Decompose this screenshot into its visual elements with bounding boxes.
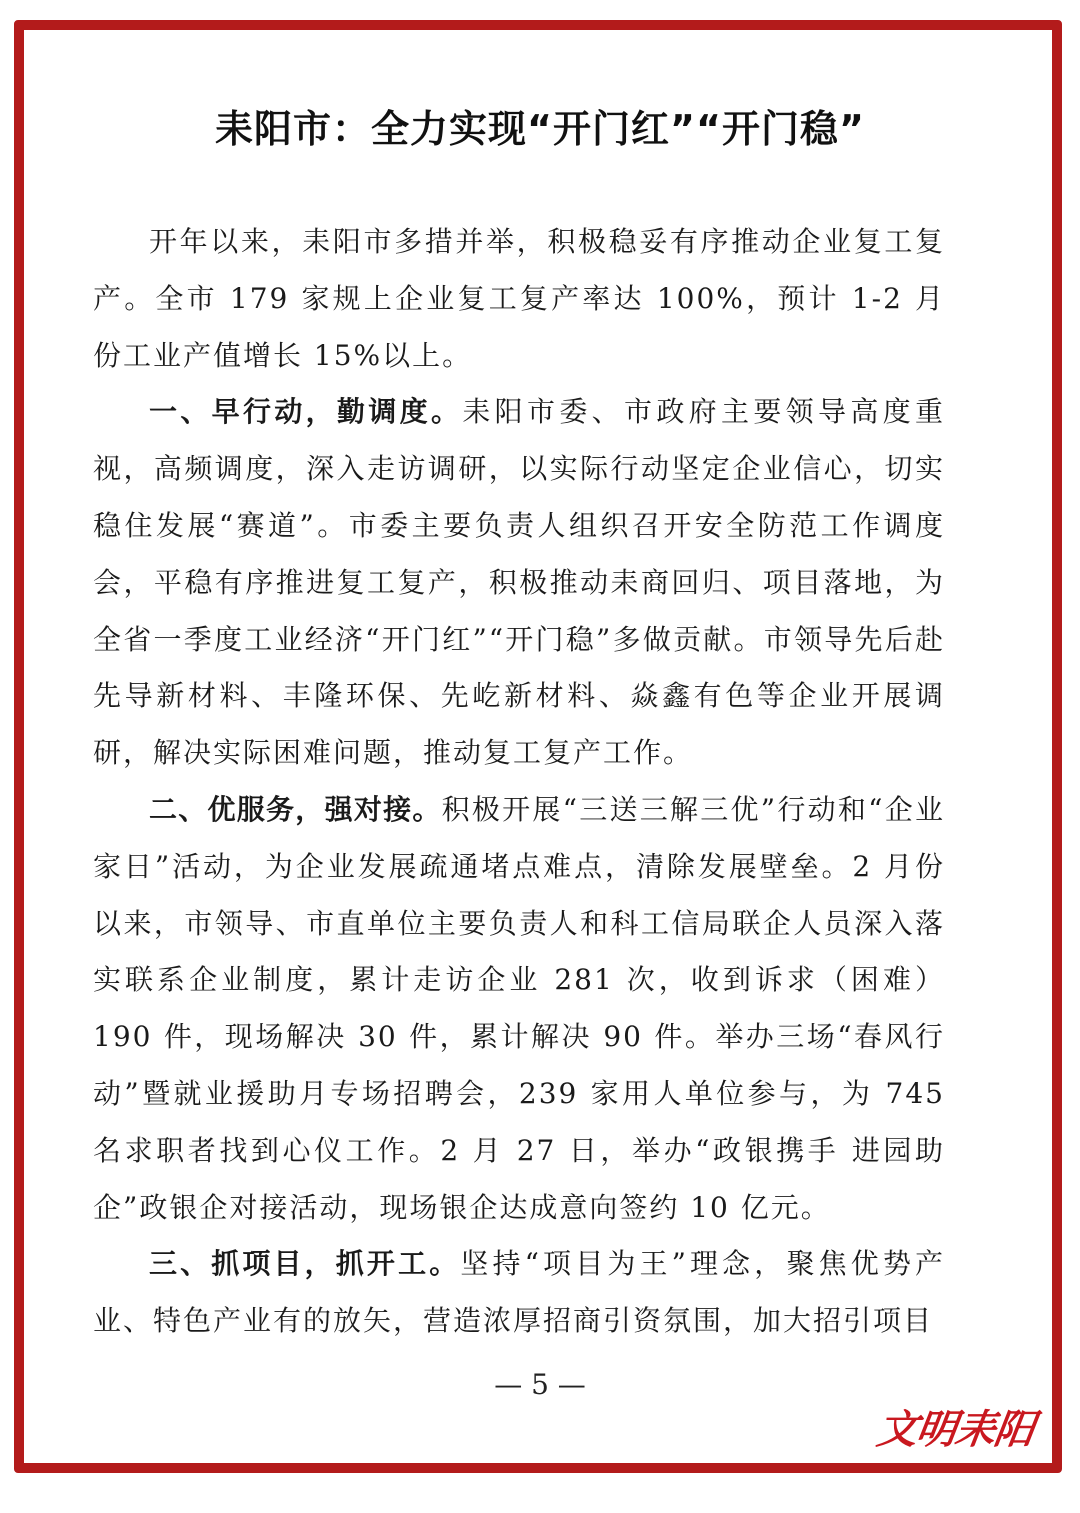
section-heading: 二、优服务，强对接。 [149, 792, 442, 826]
paragraph-section-1 [93, 384, 945, 782]
section-heading: 一、早行动，勤调度。 [149, 395, 463, 429]
paragraph-intro [93, 214, 945, 384]
section-heading: 三、抓项目，抓开工。 [149, 1247, 461, 1281]
document-title: 耒阳市：全力实现“开门红”“开门稳” [215, 107, 865, 151]
paragraph-section-2 [93, 782, 945, 1236]
paragraph-section-3 [93, 1236, 945, 1350]
paragraph-text: 耒阳市委、市政府主要领导高度重视，高频调度，深入走访调研，以实际行动坚定企业信心，切实稳住发展“赛道”。市委主要负责人组织召开安全防范工作调度会，平稳有序推进复工复产，积极推动耒商回归、项目落地，为全省一季度工业经济“开门红”“开门稳”多做贡献。市领导先后赴先导新材料、丰隆环保、先屹新材料、焱鑫有色等企业开展调研，解决实际困难问题，推动复工复产工作。 [93, 395, 945, 770]
paragraph-text: 积极开展“三送三解三优”行动和“企业家日”活动，为企业发展疏通堵点难点，清除发展壁垒。2 月份以来，市领导、市直单位主要负责人和科工信局联企人员深入落实联系企业制度，累计走访企业 281 次，收到诉求（困难）190 件，现场解决 30 件，累计解决 90 件。举办三场“春风行动”暨就业援助月专场招聘会，239 家用人单位参与，为 745 名求职者找到心仪工作。2 月 27 日，举办“政银携手 进园助企”政银企对接活动，现场银企达成意向签约 10 亿元。 [93, 792, 945, 1224]
paragraph-text: 开年以来，耒阳市多措并举，积极稳妥有序推动企业复工复产。全市 179 家规上企业复工复产率达 100%，预计 1-2 月份工业产值增长 15%以上。 [93, 225, 945, 372]
paragraph-text: 坚持“项目为王”理念，聚焦优势产业、特色产业有的放矢，营造浓厚招商引资氛围，加大招引项目 [93, 1247, 945, 1338]
document-body [93, 214, 945, 1350]
brand-logo: 文明耒阳 [874, 1406, 1037, 1453]
page-number: — 5 — [494, 1368, 586, 1401]
